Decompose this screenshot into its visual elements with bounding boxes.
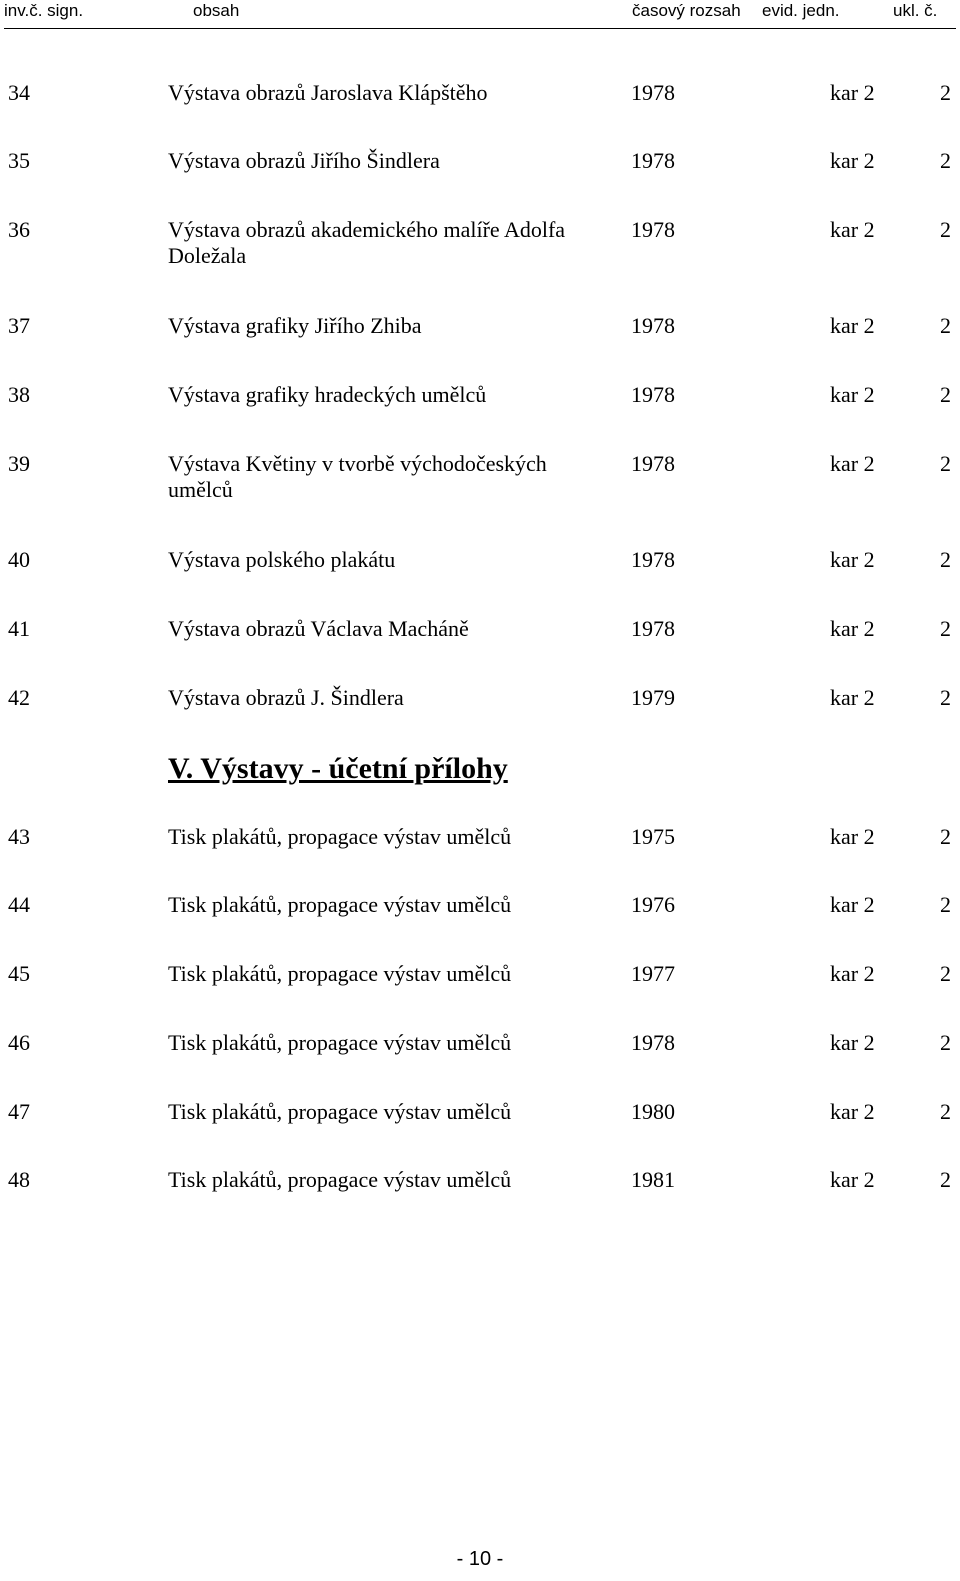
row-number: 42: [8, 685, 30, 710]
row-evid: kar 2: [830, 616, 875, 641]
row-content: Výstava polského plakátu: [168, 547, 396, 572]
row-content: Výstava obrazů J. Šindlera: [168, 685, 404, 710]
row-evid: kar 2: [830, 382, 875, 407]
row-ukl: 2: [940, 451, 951, 476]
row-ukl: 2: [940, 1099, 951, 1124]
row-evid: kar 2: [830, 824, 875, 849]
header-evid-jedn: evid. jedn.: [762, 1, 840, 20]
row-content: Tisk plakátů, propagace výstav umělců: [168, 892, 512, 917]
row-number: 38: [8, 382, 30, 407]
row-year: 1978: [631, 451, 675, 476]
row-year: 1978: [631, 1030, 675, 1055]
section-heading: V. Výstavy - účetní přílohy: [168, 752, 508, 785]
header-rule: [4, 28, 956, 29]
row-number: 45: [8, 961, 30, 986]
row-year: 1979: [631, 685, 675, 710]
row-ukl: 2: [940, 1030, 951, 1055]
row-number: 36: [8, 217, 30, 242]
row-year: 1978: [631, 547, 675, 572]
row-content: Tisk plakátů, propagace výstav umělců: [168, 1030, 512, 1055]
row-content: Výstava grafiky hradeckých umělců: [168, 382, 487, 407]
row-number: 37: [8, 313, 30, 338]
row-ukl: 2: [940, 1167, 951, 1192]
row-year: 1978: [631, 313, 675, 338]
row-evid: kar 2: [830, 80, 875, 105]
row-number: 48: [8, 1167, 30, 1192]
row-content: Výstava obrazů Jiřího Šindlera: [168, 148, 440, 173]
row-evid: kar 2: [830, 1099, 875, 1124]
row-evid: kar 2: [830, 547, 875, 572]
row-content: Tisk plakátů, propagace výstav umělců: [168, 824, 512, 849]
header-obsah: obsah: [193, 1, 240, 20]
row-evid: kar 2: [830, 217, 875, 242]
row-ukl: 2: [940, 547, 951, 572]
row-number: 44: [8, 892, 30, 917]
row-year: 1977: [631, 961, 675, 986]
header-casovy-rozsah: časový rozsah: [632, 1, 741, 20]
row-ukl: 2: [940, 382, 951, 407]
row-number: 39: [8, 451, 30, 476]
row-ukl: 2: [940, 961, 951, 986]
row-content: Výstava obrazů akademického malíře Adolfa Doležala: [168, 217, 566, 268]
row-evid: kar 2: [830, 1030, 875, 1055]
row-year: 1978: [631, 80, 675, 105]
row-evid: kar 2: [830, 148, 875, 173]
page-number: - 10 -: [456, 1548, 504, 1570]
row-ukl: 2: [940, 616, 951, 641]
row-evid: kar 2: [830, 313, 875, 338]
header-inv-sign: inv.č. sign.: [4, 1, 84, 20]
row-ukl: 2: [940, 892, 951, 917]
row-number: 41: [8, 616, 30, 641]
row-year: 1981: [631, 1167, 675, 1192]
row-number: 47: [8, 1099, 30, 1124]
row-number: 34: [8, 80, 30, 105]
row-number: 46: [8, 1030, 30, 1055]
row-ukl: 2: [940, 217, 951, 242]
row-year: 1978: [631, 217, 675, 242]
header-ukl-c: ukl. č.: [893, 1, 938, 20]
row-number: 35: [8, 148, 30, 173]
row-evid: kar 2: [830, 685, 875, 710]
row-content: Výstava obrazů Jaroslava Klápštěho: [168, 80, 488, 105]
row-year: 1976: [631, 892, 675, 917]
row-evid: kar 2: [830, 892, 875, 917]
row-ukl: 2: [940, 80, 951, 105]
column-header: [0, 0, 960, 30]
row-content: Tisk plakátů, propagace výstav umělců: [168, 961, 512, 986]
row-evid: kar 2: [830, 1167, 875, 1192]
row-number: 43: [8, 824, 30, 849]
row-year: 1980: [631, 1099, 675, 1124]
row-content: Tisk plakátů, propagace výstav umělců: [168, 1167, 512, 1192]
row-ukl: 2: [940, 685, 951, 710]
row-ukl: 2: [940, 824, 951, 849]
row-evid: kar 2: [830, 451, 875, 476]
row-ukl: 2: [940, 313, 951, 338]
row-content: Výstava Květiny v tvorbě východočeských umělců: [168, 451, 547, 502]
row-content: Tisk plakátů, propagace výstav umělců: [168, 1099, 512, 1124]
row-evid: kar 2: [830, 961, 875, 986]
row-content: Výstava grafiky Jiřího Zhiba: [168, 313, 422, 338]
row-year: 1978: [631, 382, 675, 407]
row-content: Výstava obrazů Václava Macháně: [168, 616, 469, 641]
row-year: 1975: [631, 824, 675, 849]
row-year: 1978: [631, 616, 675, 641]
row-year: 1978: [631, 148, 675, 173]
row-ukl: 2: [940, 148, 951, 173]
row-number: 40: [8, 547, 30, 572]
